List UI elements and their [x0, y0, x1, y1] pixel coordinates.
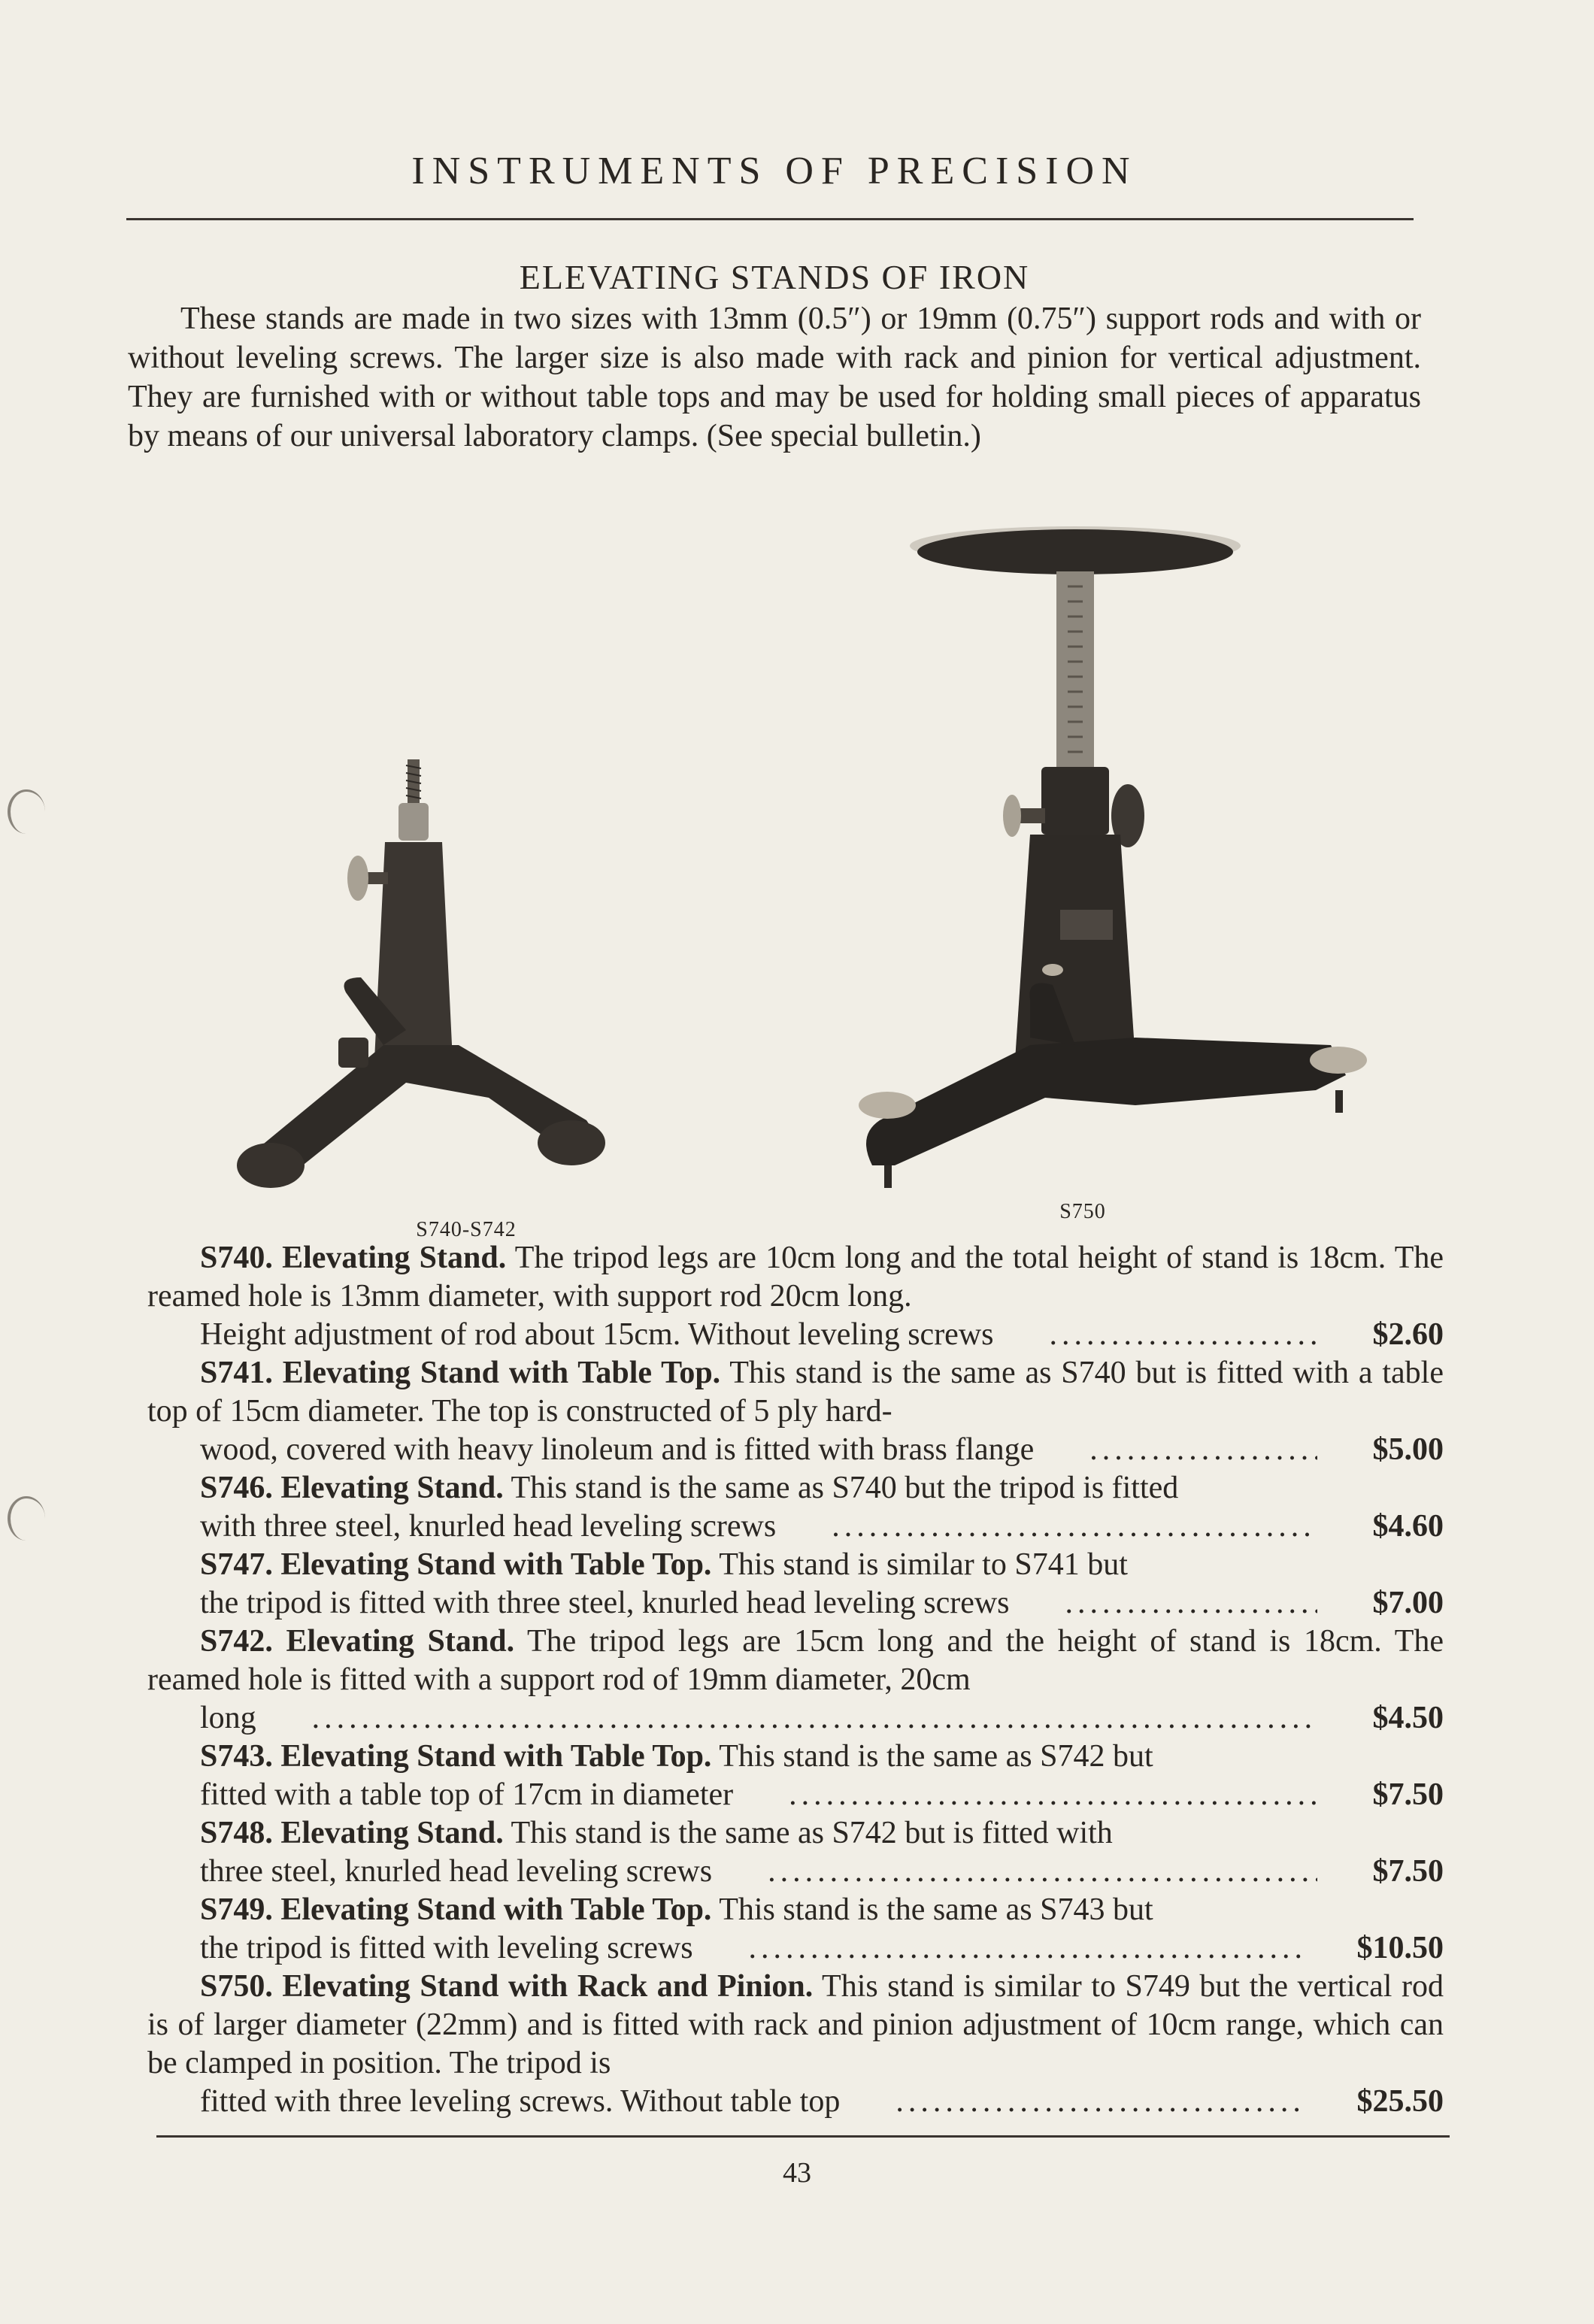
- tripod-foot: [538, 1120, 605, 1165]
- entry-s749: [147, 1891, 1444, 1968]
- binder-hole-mark: [8, 789, 45, 834]
- binder-hole-mark: [8, 1496, 45, 1541]
- leveling-screw: [1042, 964, 1063, 976]
- entry-code: S741.: [200, 1356, 273, 1390]
- entry-title: Elevating Stand with Table Top.: [280, 1739, 712, 1774]
- header-rule: [126, 218, 1414, 220]
- entry-last-line: the tripod is fitted with leveling screws: [200, 1931, 693, 1965]
- entry-body: This stand is the same as S742 but is fitted with: [511, 1816, 1113, 1850]
- tripod-foot: [338, 1038, 368, 1068]
- entry-price: $7.50: [1372, 1854, 1444, 1889]
- entry-last-line: the tripod is fitted with three steel, knurled head leveling screws: [200, 1586, 1010, 1620]
- entry-last-line: long: [200, 1701, 256, 1735]
- entry-s750: [147, 1968, 1444, 2121]
- tripod-foot: [237, 1143, 305, 1188]
- figure-caption-s740: S740-S742: [416, 1218, 517, 1241]
- entry-title: Elevating Stand with Table Top.: [282, 1356, 721, 1390]
- thumb-screw-knob: [347, 856, 368, 901]
- entry-s740: [147, 1239, 1444, 1354]
- entry-body: The tripod legs are 15cm long and the height of stand is 18cm. The reamed hole is fitted with a support rod of 19mm diameter, 20cm: [147, 1624, 1444, 1697]
- entry-price: $5.00: [1372, 1432, 1444, 1467]
- entry-code: S748.: [200, 1816, 273, 1850]
- entry-price: $7.50: [1372, 1777, 1444, 1812]
- entry-body: This stand is the same as S743 but: [719, 1892, 1153, 1927]
- entry-code: S747.: [200, 1547, 273, 1582]
- entry-title: Elevating Stand.: [286, 1624, 515, 1659]
- entry-code: S746.: [200, 1471, 273, 1505]
- entry-title: Elevating Stand.: [282, 1241, 507, 1275]
- entry-body: This stand is similar to S741 but: [719, 1547, 1128, 1582]
- entry-s743: [147, 1738, 1444, 1814]
- pinion-housing: [1041, 767, 1109, 835]
- section-title: ELEVATING STANDS OF IRON: [519, 258, 1030, 296]
- entry-body: This stand is similar to S749 but the vertical rod is of larger diameter (22mm) and is fitted with rack and pinion adjustment of 10cm range, which can be clamped in position. The tripod is: [147, 1969, 1444, 2080]
- leveling-screw: [859, 1092, 916, 1119]
- entry-s741: [147, 1354, 1444, 1469]
- entry-body: This stand is the same as S740 but is fitted with a table top of 15cm diameter. The top is constructed of 5 ply hard-: [147, 1356, 1444, 1429]
- entry-title: Elevating Stand with Table Top.: [280, 1892, 712, 1927]
- entry-price: $4.50: [1372, 1701, 1444, 1735]
- product-entries: [147, 1239, 1444, 2121]
- entry-last-line: wood, covered with heavy linoleum and is fitted with brass flange: [200, 1432, 1035, 1467]
- entry-last-line: fitted with a table top of 17cm in diameter: [200, 1777, 734, 1812]
- page-number: 43: [783, 2157, 811, 2189]
- entry-last-line: fitted with three leveling screws. Without table top: [200, 2084, 841, 2119]
- stand-s750-illustration: [835, 519, 1376, 1210]
- entry-code: S743.: [200, 1739, 273, 1774]
- entry-code: S742.: [200, 1624, 273, 1659]
- footer-rule: [156, 2135, 1450, 2138]
- entry-title: Elevating Stand.: [280, 1471, 504, 1505]
- entry-s748: [147, 1814, 1444, 1891]
- entry-s742: [147, 1623, 1444, 1738]
- tripod-legs: [866, 1038, 1346, 1165]
- entry-body: This stand is the same as S742 but: [719, 1739, 1153, 1774]
- entry-price: $4.60: [1372, 1509, 1444, 1544]
- entry-s746: [147, 1469, 1444, 1546]
- entry-code: S740.: [200, 1241, 273, 1275]
- entry-last-line: with three steel, knurled head leveling screws: [200, 1509, 777, 1544]
- clamp-screw-knob: [1003, 795, 1021, 837]
- entry-price: $10.50: [1356, 1931, 1444, 1965]
- maker-plate: [1060, 910, 1113, 940]
- entry-last-line: Height adjustment of rod about 15cm. Without leveling screws: [200, 1317, 994, 1352]
- entry-s747: [147, 1546, 1444, 1623]
- figure-caption-s750: S750: [1059, 1200, 1106, 1223]
- entry-title: Elevating Stand with Rack and Pinion.: [282, 1969, 814, 2004]
- rod-collar: [398, 803, 429, 841]
- entry-title: Elevating Stand.: [280, 1816, 504, 1850]
- entry-price: $25.50: [1356, 2084, 1444, 2119]
- entry-price: $2.60: [1372, 1317, 1444, 1352]
- entry-title: Elevating Stand with Table Top.: [280, 1547, 712, 1582]
- stand-s740-illustration: [211, 744, 692, 1226]
- entry-body: This stand is the same as S740 but the tripod is fitted: [511, 1471, 1179, 1505]
- running-head: INSTRUMENTS OF PRECISION: [411, 150, 1138, 192]
- entry-code: S749.: [200, 1892, 273, 1927]
- entry-body: The tripod legs are 10cm long and the total height of stand is 18cm. The reamed hole is 13mm diameter, with support rod 20cm long.: [147, 1241, 1444, 1313]
- leveling-screw: [1310, 1047, 1367, 1074]
- entry-last-line: three steel, knurled head leveling screws: [200, 1854, 713, 1889]
- entry-price: $7.00: [1372, 1586, 1444, 1620]
- entry-code: S750.: [200, 1969, 273, 2004]
- intro-paragraph: These stands are made in two sizes with 13mm (0.5″) or 19mm (0.75″) support rods and with or without leveling screws. The larger size is also made with rack and pinion for vertical adjustment. They are furnished with or without table tops and may be used for holding small pieces of apparatus by means of our universal laboratory clamps. (See special bulletin.): [128, 301, 1421, 453]
